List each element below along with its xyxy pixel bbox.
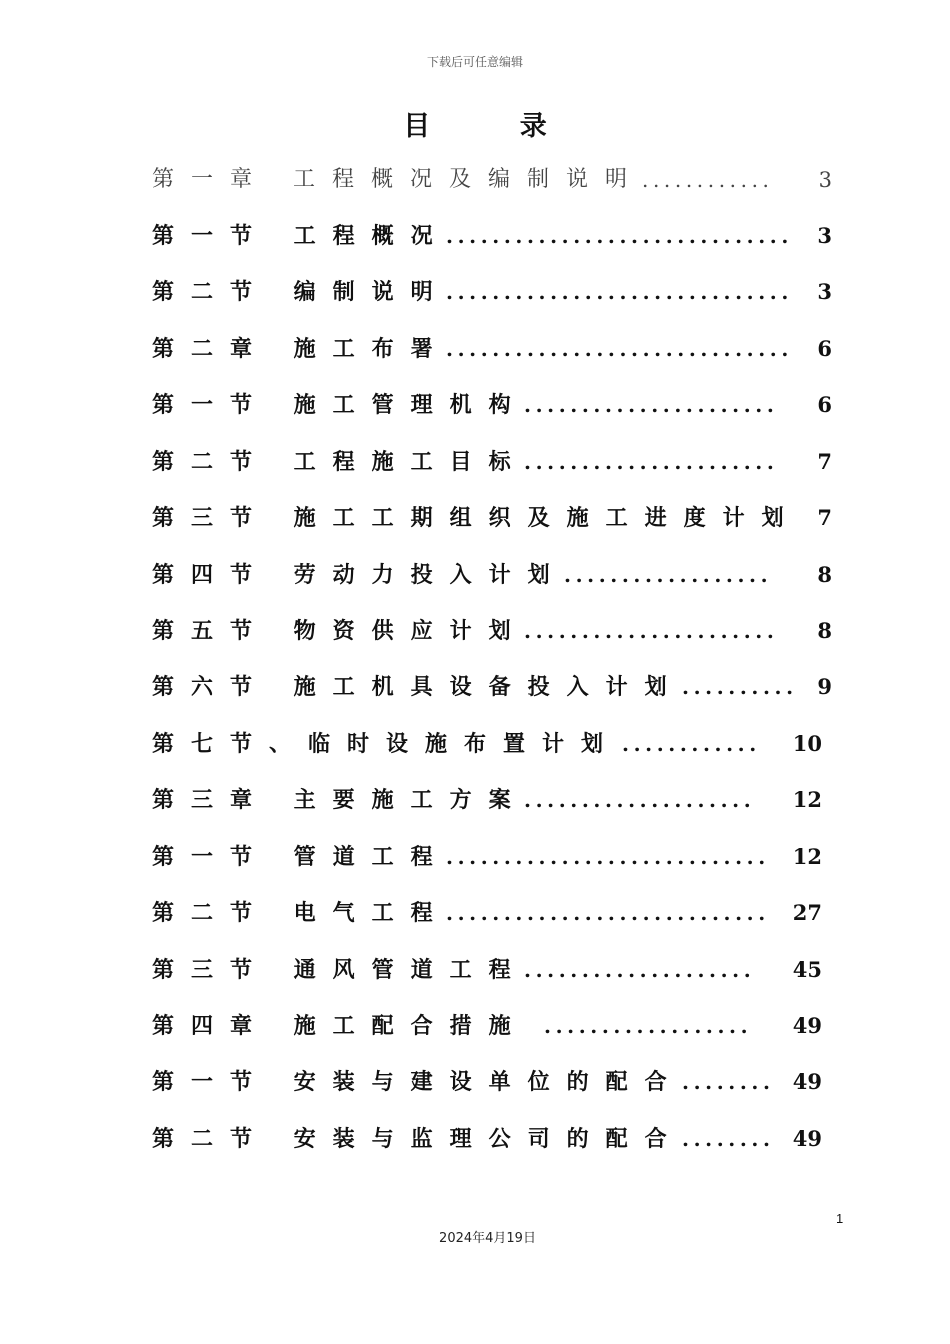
toc-entry-label: 第五节 物资供应计划	[152, 618, 528, 644]
toc-entry-label: 第六节 施工机具设备投入计划	[152, 674, 684, 700]
toc-entry-page: 3	[817, 223, 832, 248]
toc-entry-page: 6	[817, 392, 832, 417]
toc-title: 目 录	[403, 111, 587, 142]
toc-entry-label: 第四章 施工配合措施	[152, 1013, 528, 1039]
toc-entry-page: 6	[817, 336, 832, 361]
toc-entry-leader: ......................	[524, 450, 779, 474]
toc-entry-leader: ..................	[544, 1014, 753, 1038]
toc-entry-page: 3	[817, 279, 832, 304]
toc-entry-page: 8	[817, 618, 832, 643]
toc-entry-leader: ..............................	[446, 337, 793, 361]
toc-entry-label: 第二节 工程施工目标	[152, 449, 528, 475]
toc-entry-leader: ..............................	[446, 280, 793, 304]
page-number: 1	[836, 1211, 844, 1226]
toc-entry-label: 第一节 安装与建设单位的配合	[152, 1069, 684, 1095]
toc-entry-page: 49	[792, 1069, 822, 1094]
toc-entry-page: 12	[792, 844, 822, 869]
toc-entry-label: 第三节 通风管道工程	[152, 957, 528, 983]
toc-entry-label: 第三节 施工工期组织及施工进度计划	[152, 505, 801, 531]
page-header: 下载后可任意编辑	[426, 55, 523, 69]
toc-entry-label: 第二节 编制说明	[152, 279, 450, 305]
toc-entry-leader: ............................	[446, 845, 770, 869]
toc-entry-leader: ........	[682, 1070, 775, 1094]
toc-entry-leader: ....................	[524, 958, 756, 982]
toc-entry-page: 27	[792, 900, 822, 925]
toc-entry-leader: ..................	[564, 563, 773, 587]
toc-entry-leader: ............................	[446, 901, 770, 925]
toc-entry-page: 12	[792, 787, 822, 812]
toc-entry-leader: ......................	[524, 619, 779, 643]
toc-entry-label: 第一节 管道工程	[152, 844, 450, 870]
toc-entry-label: 第二章 施工布署	[152, 336, 450, 362]
toc-entry-leader: ..............................	[446, 224, 793, 248]
footer-date: 2024年4月19日	[439, 1231, 536, 1246]
toc-entry-page: 49	[792, 1126, 822, 1151]
toc-entry-page: 45	[792, 957, 822, 982]
toc-entry-page: 7	[817, 449, 832, 474]
toc-entry-page: 7	[817, 505, 832, 530]
toc-entry-leader: ........	[682, 1127, 775, 1151]
toc-entry-leader: ..........	[682, 675, 798, 699]
toc-entry-label: 第二节 电气工程	[152, 900, 450, 926]
toc-entry-page: 3	[818, 168, 832, 192]
toc-entry-leader: ............	[622, 732, 761, 756]
toc-entry-leader: ......................	[524, 393, 779, 417]
toc-entry-page: 8	[817, 562, 832, 587]
toc-entry-page: 49	[792, 1013, 822, 1038]
toc-entry-page: 10	[792, 731, 822, 756]
toc-entry-label: 第一章 工程概况及编制说明	[152, 167, 644, 192]
toc-entry-label: 第二节 安装与监理公司的配合	[152, 1126, 684, 1152]
toc-entry-leader: ....................	[524, 788, 756, 812]
toc-entry-label: 第一节 工程概况	[152, 223, 450, 249]
toc-entry-label: 第四节 劳动力投入计划	[152, 562, 567, 588]
toc-entry-page: 9	[817, 674, 832, 699]
toc-entry-label: 第一节 施工管理机构	[152, 392, 528, 418]
toc-entry-label: 第三章 主要施工方案	[152, 787, 528, 813]
toc-entry-label: 第七节、临时设施布置计划	[152, 731, 621, 757]
toc-entry-leader: ............	[642, 168, 774, 192]
